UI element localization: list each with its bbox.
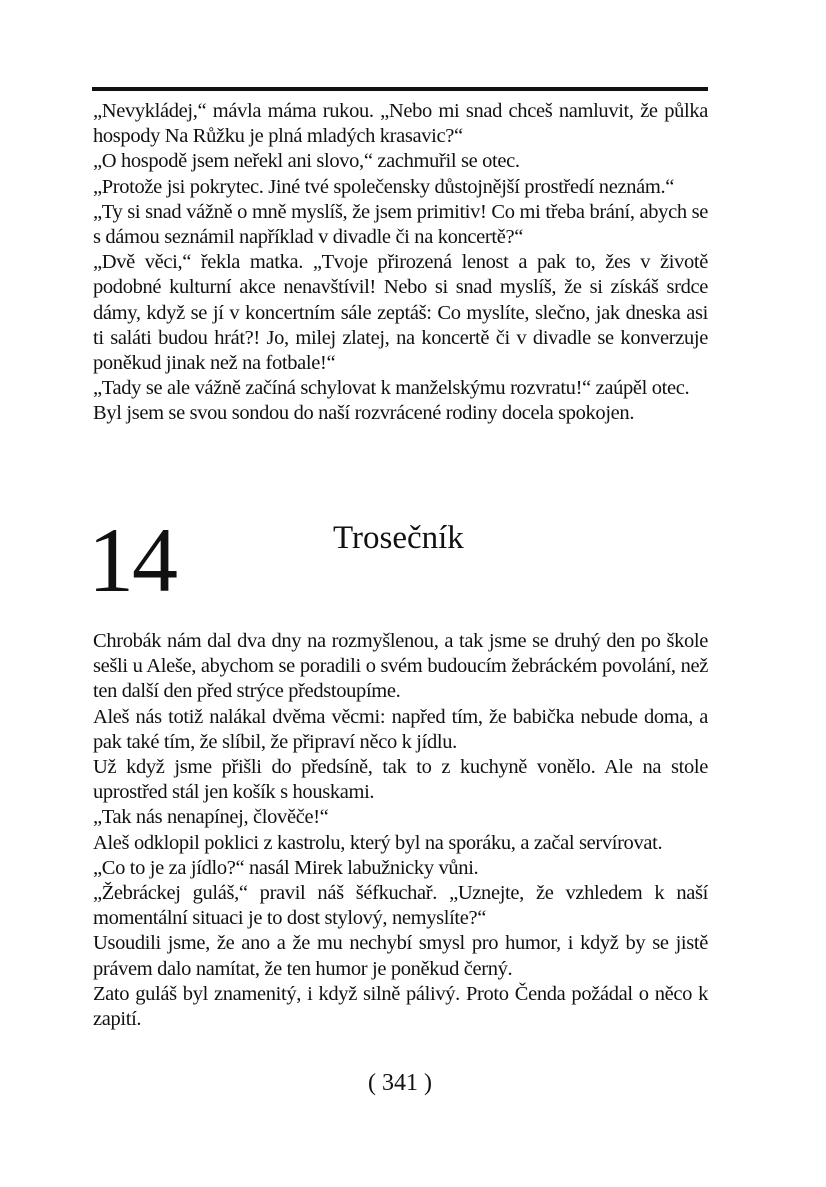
text-block-bottom — [93, 629, 708, 1032]
paragraph: Chrobák nám dal dva dny na rozmyšlenou, a tak jsme se druhý den po škole sešli u Aleše, abychom se poradili o svém budoucím žebráckém povolání, než ten další den před strýce předstoupíme. — [93, 630, 708, 703]
paragraph: Zato guláš byl znamenitý, i když silně pálivý. Proto Čenda požádal o něco k zapití. — [93, 982, 708, 1031]
page-number: ( 341 ) — [368, 1070, 432, 1096]
paragraph: „O hospodě jsem neřekl ani slovo,“ zachmuřil se otec. — [93, 150, 520, 173]
paragraph: „Žebráckej guláš,“ pravil náš šéfkuchař. „Uznejte, že vzhledem k naší momentální situaci je to dost stylový, nemyslíte?“ — [93, 882, 708, 930]
paragraph: „Tady se ale vážně začíná schylovat k manželskýmu rozvratu!“ zaúpěl otec. — [93, 377, 690, 400]
paragraph: Aleš odklopil poklici z kastrolu, který byl na sporáku, a začal servírovat. — [93, 831, 663, 854]
paragraph: Už když jsme přišli do předsíně, tak to z kuchyně vonělo. Ale na stole uprostřed stál jen košík s houskami. — [93, 756, 708, 804]
paragraph: Usoudili jsme, že ano a že mu nechybí smysl pro humor, i když by se jistě právem dalo namítat, že ten humor je poněkud černý. — [93, 932, 708, 980]
paragraph: „Tak nás nenapínej, člověče!“ — [93, 806, 329, 829]
paragraph: „Dvě věci,“ řekla matka. „Tvoje přirozená lenost a pak to, žes v životě podobné kulturní akce nenavštívil! Nebo si snad myslíš, že si získáš srdce dámy, když se jí v koncertním sále zeptáš: Co myslíte, slečno, jak dneska asi ti saláti budou hrát?! Jo, milej zlatej, na koncertě či v divadle se konverzuje poněkud jinak než na fotbale!“ — [93, 251, 708, 375]
paragraph: „Ty si snad vážně o mně myslíš, že jsem primitiv! Co mi třeba brání, abych se s dámou seznámil například v divadle či na koncertě?“ — [93, 200, 708, 249]
header-rule — [92, 87, 708, 91]
chapter-number: 14 — [88, 509, 176, 611]
paragraph: „Nevykládej,“ mávla máma rukou. „Nebo mi snad chceš namluvit, že půlka hospody Na Růžku je plná mladých krasavic?“ — [93, 100, 708, 148]
paragraph: Aleš nás totiž nalákal dvěma věcmi: napřed tím, že babička nebude doma, a pak také tím, že slíbil, že připraví něco k jídlu. — [93, 705, 708, 753]
chapter-title: Trosečník — [333, 520, 464, 556]
paragraph: „Protože jsi pokrytec. Jiné tvé společensky důstojnější prostředí neznám.“ — [93, 175, 674, 198]
paragraph: „Co to je za jídlo?“ nasál Mirek labužnicky vůni. — [93, 856, 479, 879]
text-block-top — [93, 99, 708, 427]
paragraph: Byl jsem se svou sondou do naší rozvrácené rodiny docela spokojen. — [93, 402, 635, 425]
